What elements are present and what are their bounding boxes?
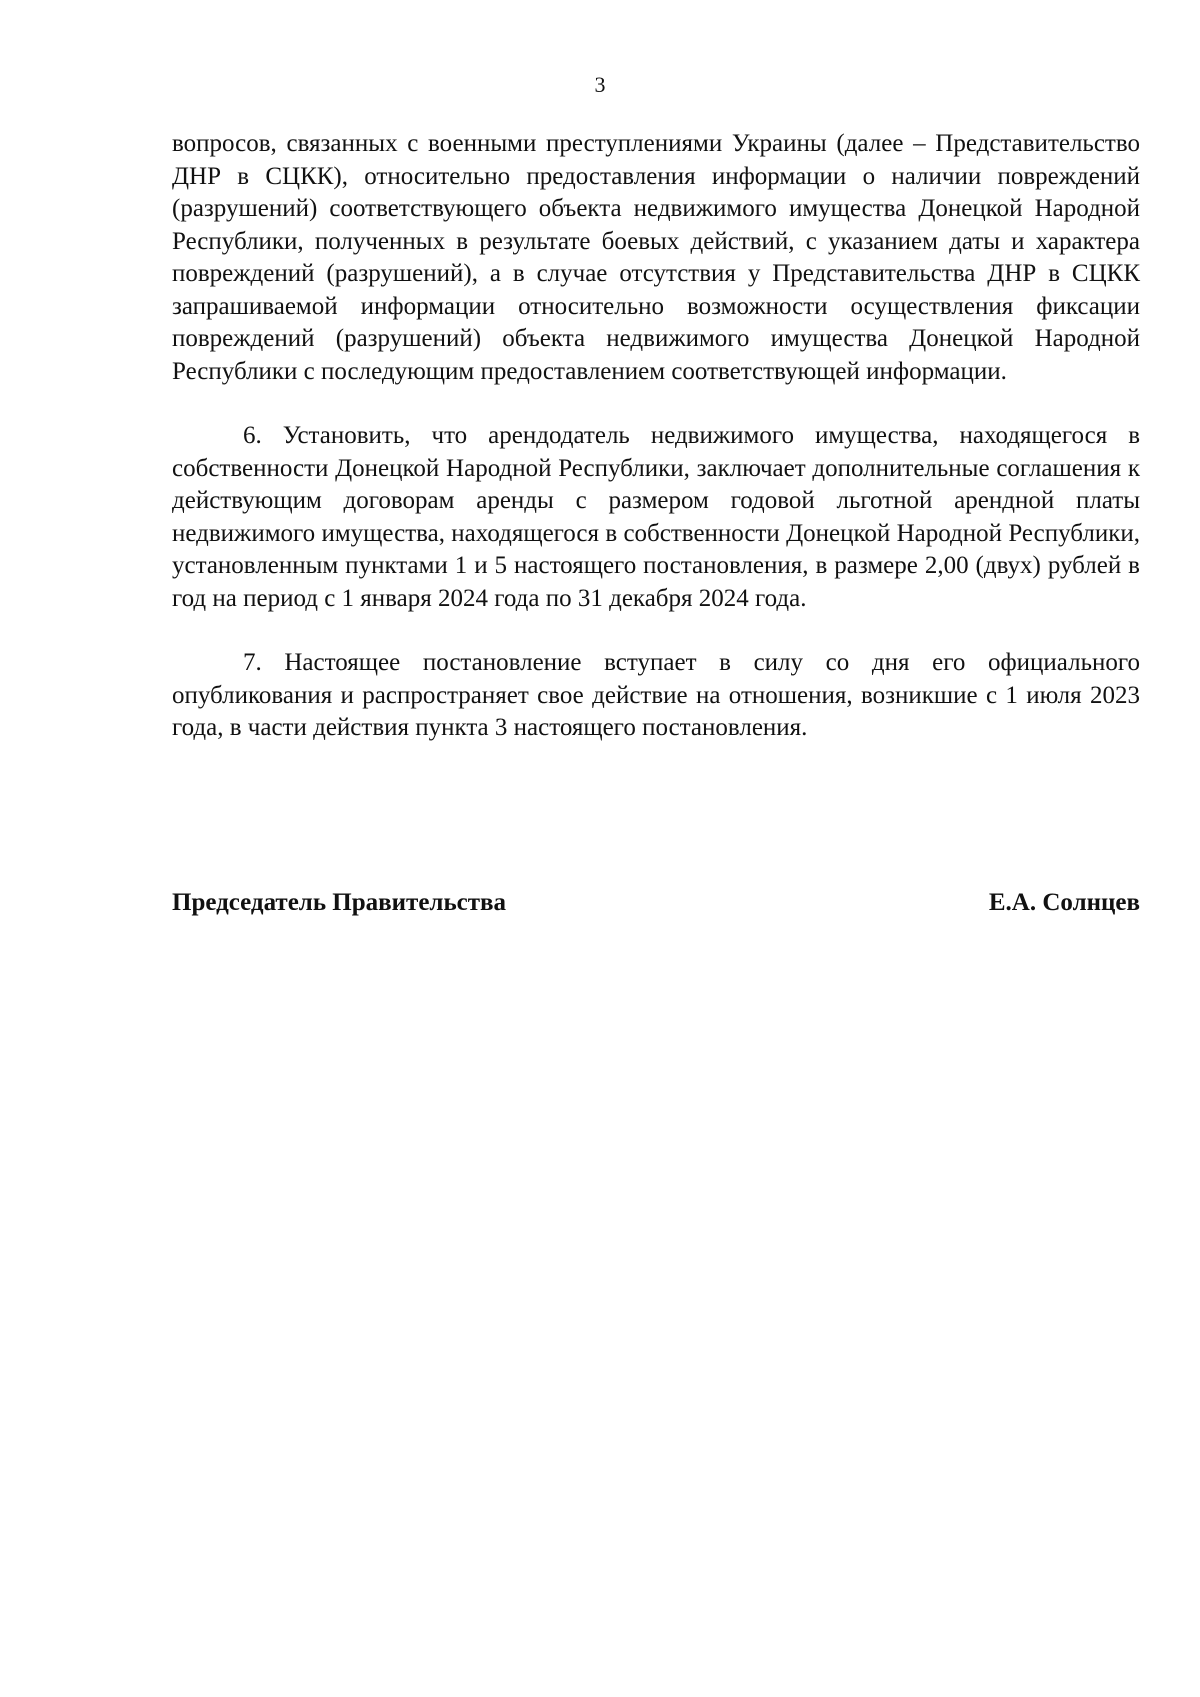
paragraph-7: 7. Настоящее постановление вступает в силу со дня его официального опубликования и распространяет свое действие на отношения, возникшие с 1 июля 2023 года, в части действия пункта 3 настоящего постановления.: [172, 649, 1140, 741]
paragraph-continuation: вопросов, связанных с военными преступлениями Украины (далее – Представительство ДНР в СЦКК), относительно предоставления информации о наличии повреждений (разрушений) соответствующего объекта недвижимого имущества Донецкой Народной Республики, полученных в результате боевых действий, с указанием даты и характера повреждений (разрушений), а в случае отсутствия у Представительства ДНР в СЦКК запрашиваемой информации относительно возможности осуществления фиксации повреждений (разрушений) объекта недвижимого имущества Донецкой Народной Республики с последующим предоставлением соответствующей информации.: [172, 130, 1140, 385]
page-number: 3: [594, 72, 606, 97]
paragraph-6: 6. Установить, что арендодатель недвижимого имущества, находящегося в собственности Донецкой Народной Республики, заключает дополнительные соглашения к действующим договорам аренды с размером годовой льготной арендной платы недвижимого имущества, находящегося в собственности Донецкой Народной Республики, установленным пунктами 1 и 5 настоящего постановления, в размере 2,00 (двух) рублей в год на период с 1 января 2024 года по 31 декабря 2024 года.: [172, 422, 1140, 612]
document-body: [172, 128, 1140, 745]
signatory-name: Е.А. Солнцев: [988, 889, 1140, 916]
signature-block: [172, 887, 1140, 919]
signatory-position: Председатель Правительства: [172, 889, 507, 916]
paragraph-gap: [172, 388, 1140, 420]
paragraph-gap: [172, 615, 1140, 647]
